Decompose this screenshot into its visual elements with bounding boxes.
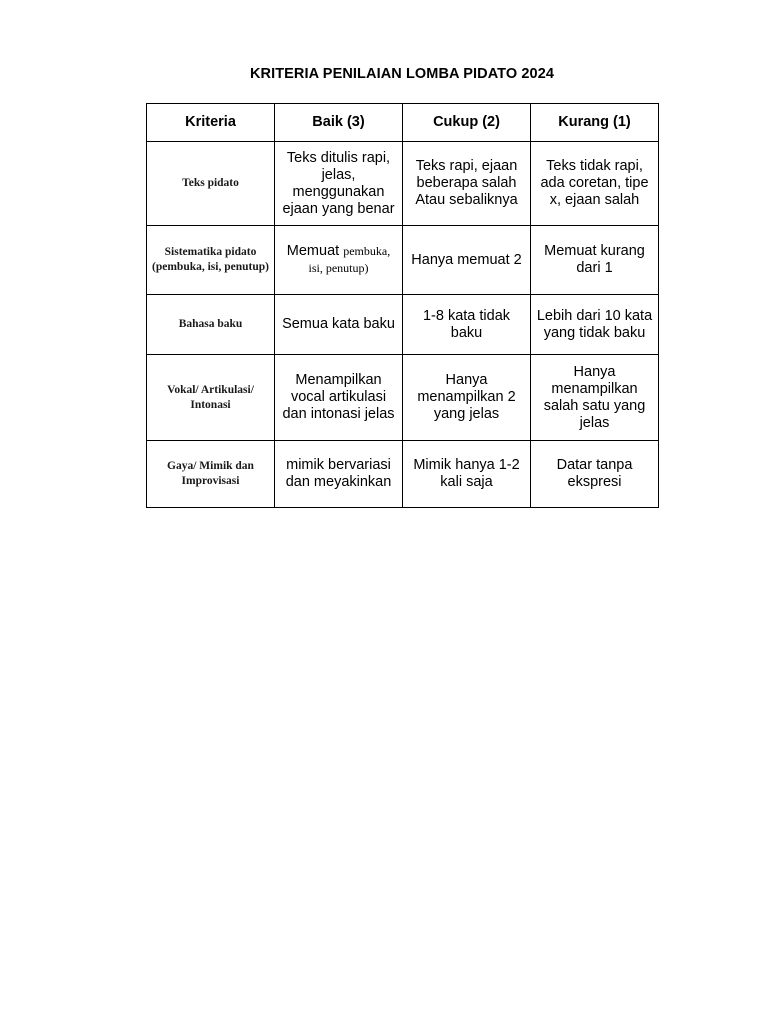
header-baik: Baik (3) bbox=[275, 104, 403, 142]
criterion-cell: Bahasa baku bbox=[147, 295, 275, 355]
score-cukup-cell: 1-8 kata tidak baku bbox=[403, 295, 531, 355]
table-row bbox=[147, 355, 659, 441]
score-baik-cell: mimik bervariasi dan meyakinkan bbox=[275, 441, 403, 508]
score-kurang-cell: Teks tidak rapi, ada coretan, tipe x, ejaan salah bbox=[531, 142, 659, 226]
page-title: KRITERIA PENILAIAN LOMBA PIDATO 2024 bbox=[249, 66, 555, 82]
score-baik-cell: Semua kata baku bbox=[275, 295, 403, 355]
score-kurang-cell: Datar tanpa ekspresi bbox=[531, 441, 659, 508]
table-row bbox=[147, 226, 659, 295]
criterion-cell: Sistematika pidato (pembuka, isi, penutup) bbox=[147, 226, 275, 295]
score-cukup-cell: Mimik hanya 1-2 kali saja bbox=[403, 441, 531, 508]
header-kriteria: Kriteria bbox=[147, 104, 275, 142]
score-baik-cell: Teks ditulis rapi, jelas, menggunakan ejaan yang benar bbox=[275, 142, 403, 226]
baik-detail: pembuka, isi, penutup) bbox=[308, 244, 391, 275]
score-kurang-cell: Lebih dari 10 kata yang tidak baku bbox=[531, 295, 659, 355]
criterion-cell: Gaya/ Mimik dan Improvisasi bbox=[147, 441, 275, 508]
score-cukup-cell: Teks rapi, ejaan beberapa salah Atau sebaliknya bbox=[403, 142, 531, 226]
score-kurang-cell: Hanya menampilkan salah satu yang jelas bbox=[531, 355, 659, 441]
table-row bbox=[147, 142, 659, 226]
header-cukup: Cukup (2) bbox=[403, 104, 531, 142]
criterion-cell: Teks pidato bbox=[147, 142, 275, 226]
header-kurang: Kurang (1) bbox=[531, 104, 659, 142]
table-row bbox=[147, 295, 659, 355]
score-baik-cell: Menampilkan vocal artikulasi dan intonasi jelas bbox=[275, 355, 403, 441]
table-header-row bbox=[147, 104, 659, 142]
baik-prefix: Memuat bbox=[286, 243, 340, 259]
score-cukup-cell: Hanya memuat 2 bbox=[403, 226, 531, 295]
criterion-cell: Vokal/ Artikulasi/ Intonasi bbox=[147, 355, 275, 441]
score-cukup-cell: Hanya menampilkan 2 yang jelas bbox=[403, 355, 531, 441]
table-row bbox=[147, 441, 659, 508]
score-baik-cell bbox=[275, 226, 403, 295]
rubric-table bbox=[146, 103, 659, 508]
score-kurang-cell: Memuat kurang dari 1 bbox=[531, 226, 659, 295]
